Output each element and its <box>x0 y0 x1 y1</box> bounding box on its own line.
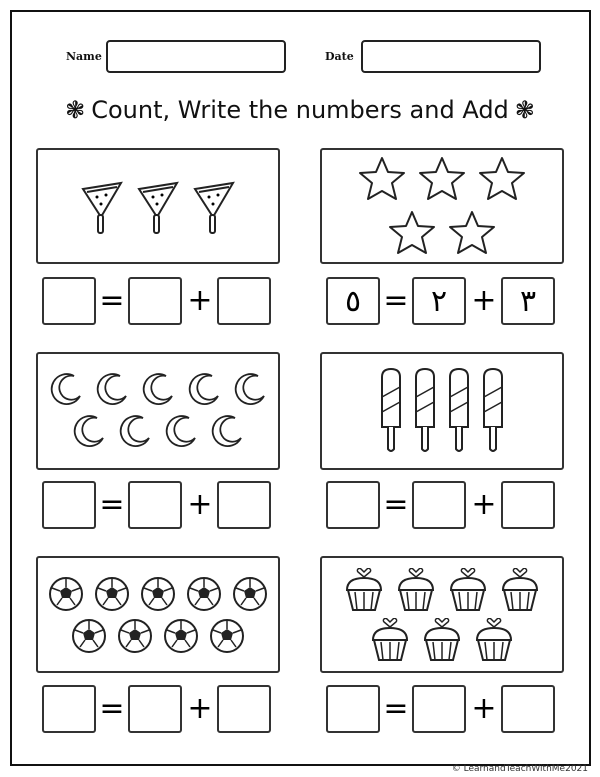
cupcake-icon <box>447 568 489 612</box>
popsicle-icon <box>413 367 437 455</box>
flower-icon: ❃ <box>65 96 86 124</box>
equals-sign: = <box>383 283 409 318</box>
popsicle-icon <box>481 367 505 455</box>
star-icon <box>357 155 407 203</box>
answer-box-addend-2[interactable] <box>501 481 555 529</box>
moon-icon <box>163 414 199 450</box>
moon-icon <box>117 414 153 450</box>
moon-icon <box>232 372 268 408</box>
answer-box-addend-1[interactable] <box>128 277 182 325</box>
answer-box-sum[interactable] <box>42 685 96 733</box>
watermelon-icon <box>135 175 181 237</box>
star-icon <box>417 155 467 203</box>
equals-sign: = <box>99 691 125 726</box>
soccer-ball-icon <box>186 576 222 612</box>
soccer-ball-icon <box>94 576 130 612</box>
plus-sign: + <box>187 487 213 522</box>
soccer-ball-icon <box>48 576 84 612</box>
moon-icon <box>71 414 107 450</box>
counting-panel-star <box>320 148 564 264</box>
answer-box-addend-1[interactable] <box>128 481 182 529</box>
answer-box-addend-1[interactable] <box>412 481 466 529</box>
soccer-ball-icon <box>71 618 107 654</box>
answer-box-sum[interactable] <box>42 277 96 325</box>
answer-box-sum[interactable] <box>326 481 380 529</box>
name-label: Name <box>66 50 102 63</box>
moon-icon <box>186 372 222 408</box>
answer-box-addend-2[interactable]: ٣ <box>501 277 555 325</box>
date-field[interactable] <box>361 40 541 73</box>
watermelon-icon <box>191 175 237 237</box>
date-label: Date <box>325 50 354 63</box>
moon-icon <box>209 414 245 450</box>
answer-box-addend-2[interactable] <box>217 685 271 733</box>
answer-box-sum[interactable]: ٥ <box>326 277 380 325</box>
counting-panel-watermelon <box>36 148 280 264</box>
cupcake-icon <box>499 568 541 612</box>
answer-box-addend-2[interactable] <box>217 277 271 325</box>
soccer-ball-icon <box>232 576 268 612</box>
cupcake-icon <box>343 568 385 612</box>
answer-box-addend-1[interactable] <box>412 685 466 733</box>
answer-box-sum[interactable] <box>326 685 380 733</box>
answer-box-addend-1[interactable]: ٢ <box>412 277 466 325</box>
page-title <box>0 96 600 124</box>
flower-icon: ❃ <box>514 96 535 124</box>
star-icon <box>447 209 497 257</box>
copyright-footer: © LearnandTeachWithMe2021 <box>451 764 588 774</box>
soccer-ball-icon <box>140 576 176 612</box>
star-icon <box>477 155 527 203</box>
moon-icon <box>94 372 130 408</box>
counting-panel-soccer-ball <box>36 556 280 673</box>
answer-box-addend-1[interactable] <box>128 685 182 733</box>
answer-box-addend-2[interactable] <box>217 481 271 529</box>
cupcake-icon <box>473 618 515 662</box>
title-text: Count, Write the numbers and Add <box>91 96 509 124</box>
moon-icon <box>140 372 176 408</box>
equals-sign: = <box>383 487 409 522</box>
counting-panel-popsicle <box>320 352 564 470</box>
star-icon <box>387 209 437 257</box>
answer-box-sum[interactable] <box>42 481 96 529</box>
plus-sign: + <box>471 691 497 726</box>
watermelon-icon <box>79 175 125 237</box>
answer-box-addend-2[interactable] <box>501 685 555 733</box>
equals-sign: = <box>99 283 125 318</box>
equals-sign: = <box>99 487 125 522</box>
plus-sign: + <box>187 283 213 318</box>
moon-icon <box>48 372 84 408</box>
popsicle-icon <box>379 367 403 455</box>
counting-panel-cupcake <box>320 556 564 673</box>
cupcake-icon <box>421 618 463 662</box>
counting-panel-moon <box>36 352 280 470</box>
cupcake-icon <box>395 568 437 612</box>
popsicle-icon <box>447 367 471 455</box>
name-field[interactable] <box>106 40 286 73</box>
plus-sign: + <box>471 283 497 318</box>
soccer-ball-icon <box>209 618 245 654</box>
plus-sign: + <box>187 691 213 726</box>
soccer-ball-icon <box>163 618 199 654</box>
cupcake-icon <box>369 618 411 662</box>
soccer-ball-icon <box>117 618 153 654</box>
plus-sign: + <box>471 487 497 522</box>
equals-sign: = <box>383 691 409 726</box>
